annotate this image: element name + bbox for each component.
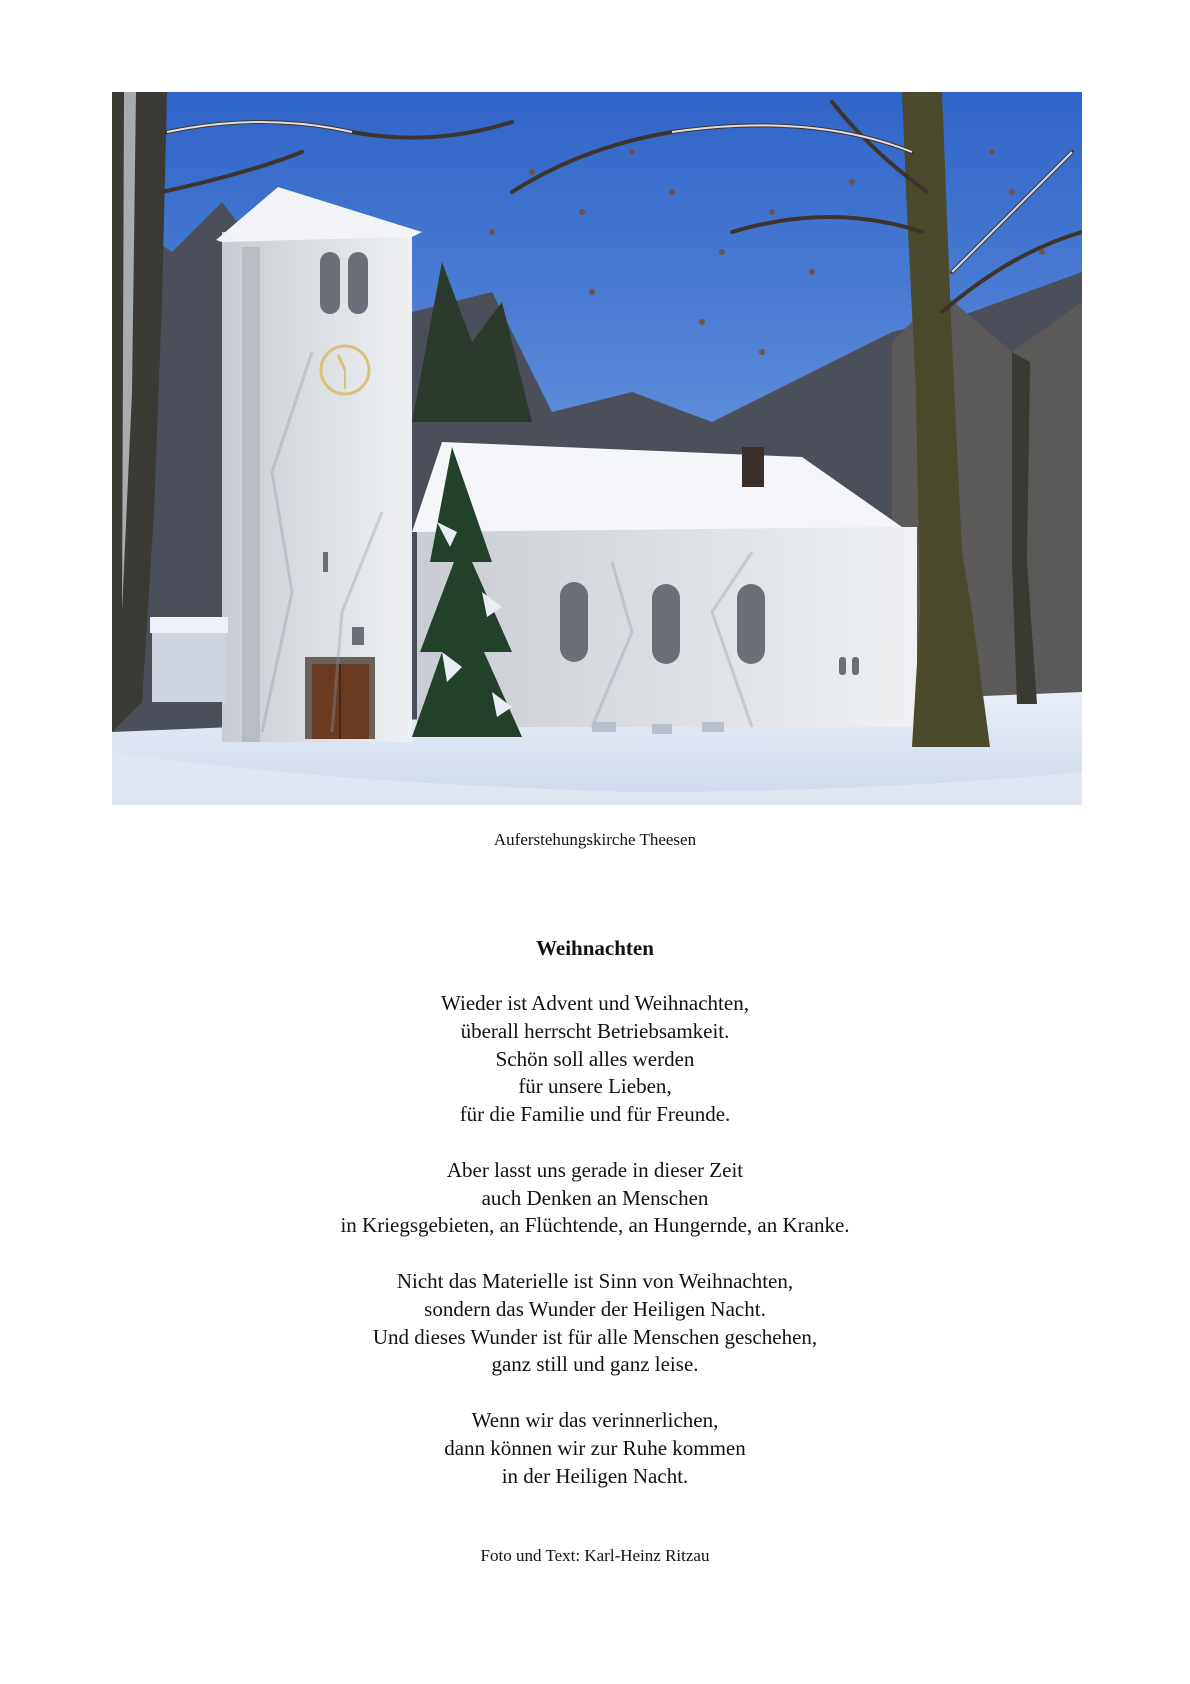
poem-stanza bbox=[0, 1407, 1190, 1490]
church-photo bbox=[112, 92, 1082, 805]
poem-line: auch Denken an Menschen bbox=[481, 1185, 709, 1210]
poem-line: sondern das Wunder der Heiligen Nacht. bbox=[424, 1296, 766, 1321]
poem-line: Aber lasst uns gerade in dieser Zeit bbox=[446, 1157, 744, 1182]
photo-caption: Auferstehungskirche Theesen bbox=[493, 830, 697, 849]
poem-stanza bbox=[0, 1268, 1190, 1379]
poem-line: überall herrscht Betriebsamkeit. bbox=[460, 1018, 730, 1043]
poem-line: in der Heiligen Nacht. bbox=[501, 1463, 689, 1488]
poem-line: Wenn wir das verinnerlichen, bbox=[471, 1407, 719, 1432]
poem-line: für unsere Lieben, bbox=[518, 1074, 672, 1099]
poem-stanza bbox=[0, 990, 1190, 1129]
poem-line: Wieder ist Advent und Weihnachten, bbox=[441, 991, 749, 1015]
poem-line: Nicht das Materielle ist Sinn von Weihnachten, bbox=[396, 1268, 794, 1293]
poem-line: für die Familie und für Freunde. bbox=[459, 1102, 731, 1127]
poem-title: Weihnachten bbox=[536, 936, 654, 960]
poem-line: Und dieses Wunder ist für alle Menschen geschehen, bbox=[372, 1324, 818, 1349]
photo-text-credit: Foto und Text: Karl-Heinz Ritzau bbox=[480, 1546, 710, 1565]
poem-stanza bbox=[0, 1157, 1190, 1240]
poem-line: in Kriegsgebieten, an Flüchtende, an Hungernde, an Kranke. bbox=[340, 1213, 850, 1238]
poem-body bbox=[0, 990, 1190, 1518]
poem-line: dann können wir zur Ruhe kommen bbox=[444, 1435, 746, 1460]
poem-line: Schön soll alles werden bbox=[495, 1046, 695, 1071]
poem-line: ganz still und ganz leise. bbox=[491, 1352, 699, 1377]
